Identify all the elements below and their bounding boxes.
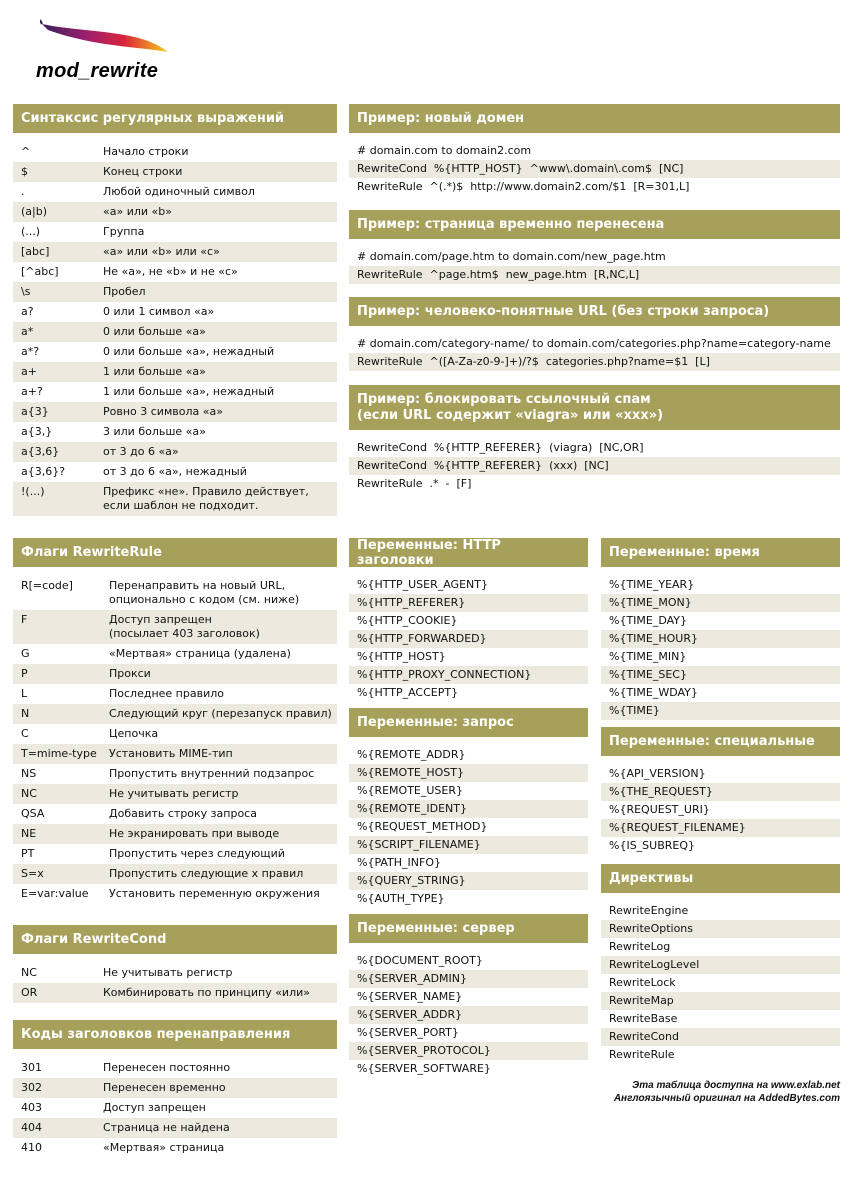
code-line: RewriteCond %{HTTP_REFERER} (viagra) [NC,OR] [357,441,644,454]
row-key: . [21,185,25,198]
vars-request-panel [349,708,588,908]
row-description: Перенесен временно [103,1081,226,1094]
example-friendly-panel [349,297,840,371]
code-line: %{TIME_YEAR} [609,578,695,591]
row-key: (...) [21,225,41,238]
row-description: Не «a», не «b» и не «c» [103,265,238,278]
table-row [13,322,337,342]
row-key: N [21,707,30,720]
code-line: %{TIME_SEC} [601,666,840,684]
row-key: F [21,613,28,626]
code-line: %{REQUEST_FILENAME} [601,819,840,837]
row-description: от 3 до 6 «a» [103,445,179,458]
table-row [13,142,337,162]
row-key: a*? [21,345,40,358]
table-row [13,362,337,382]
table-row [13,1098,337,1118]
table-row [13,422,337,442]
flags-cond-title: Флаги RewriteCond [13,925,337,954]
table-row [13,610,337,644]
code-line: RewriteLog [609,940,671,953]
row-description: Пропустить через следующий [109,847,285,860]
code-line: RewriteMap [601,992,840,1010]
example-domain-panel [349,104,840,196]
code-line: %{THE_REQUEST} [601,783,840,801]
example-spam-code [349,439,840,493]
code-line: # domain.com/page.htm to domain.com/new_page.htm [357,250,666,263]
row-key: ^ [21,145,31,158]
row-key: a* [21,325,34,338]
row-key: a{3,6}? [21,465,66,478]
directives-title: Директивы [601,864,840,893]
row-description: Страница не найдена [103,1121,230,1134]
vars-server-panel [349,914,588,1078]
code-line: %{QUERY_STRING} [349,872,588,890]
row-description: «a» или «b» [103,205,172,218]
code-line: %{REMOTE_IDENT} [349,800,588,818]
row-key: QSA [21,807,45,820]
table-row [13,342,337,362]
table-row [13,644,337,664]
code-line: %{IS_SUBREQ} [609,839,696,852]
table-row [13,724,337,744]
code-line: %{SERVER_ADMIN} [349,970,588,988]
code-line: %{SERVER_NAME} [357,990,463,1003]
code-line: RewriteOptions [601,920,840,938]
row-key: 302 [21,1081,42,1094]
code-line: %{HTTP_FORWARDED} [349,630,588,648]
code-line: %{HTTP_USER_AGENT} [357,578,488,591]
code-line: %{TIME_MIN} [609,650,687,663]
row-description: Не учитывать регистр [109,787,239,800]
row-key: 410 [21,1141,42,1154]
code-line: %{TIME_HOUR} [601,630,840,648]
row-key: T=mime-type [21,747,97,760]
code-line: %{TIME_WDAY} [609,686,698,699]
code-line: RewriteRule [609,1048,675,1061]
regex-list [13,142,337,516]
row-description: 1 или больше «a», нежадный [103,385,275,398]
footer-line2: Англоязычный оригинал на AddedBytes.com [613,1093,840,1104]
logo [36,14,236,86]
code-line: RewriteCond [601,1028,840,1046]
row-description: «Мертвая» страница (удалена) [109,647,291,660]
code-line: RewriteRule .* - [F] [357,477,472,490]
table-row [13,684,337,704]
code-line: %{PATH_INFO} [357,856,441,869]
codes-title: Коды заголовков перенаправления [13,1020,337,1049]
code-line: RewriteLogLevel [601,956,840,974]
row-description: «Мертвая» страница [103,1141,225,1154]
row-description: Перенаправить на новый URL, опционально с кодом (см. ниже) [109,579,300,606]
row-key: a{3,6} [21,445,60,458]
row-key: S=x [21,867,44,880]
code-line: # domain.com/category-name/ to domain.com/categories.php?name=category-name [357,337,831,350]
table-row [13,1058,337,1078]
row-key: \s [21,285,31,298]
vars-request-list [349,746,588,908]
table-row [13,844,337,864]
table-row [13,182,337,202]
code-line: RewriteBase [609,1012,678,1025]
row-description: Добавить строку запроса [109,807,257,820]
vars-special-title: Переменные: специальные [601,727,840,756]
row-description: Группа [103,225,145,238]
row-key: NC [21,966,37,979]
code-line: RewriteCond %{HTTP_REFERER} (xxx) [NC] [349,457,840,475]
directives-list [601,902,840,1064]
vars-http-list [349,576,588,702]
code-line: %{TIME_MON} [601,594,840,612]
example-spam-title-line1: Пример: блокировать ссылочный спам [357,391,651,407]
code-line: RewriteEngine [609,904,689,917]
flags-cond-list [13,963,337,1003]
code-line: %{SERVER_SOFTWARE} [357,1062,491,1075]
table-row [13,202,337,222]
row-key: 404 [21,1121,42,1134]
code-line: %{REMOTE_HOST} [349,764,588,782]
table-row [13,282,337,302]
code-line: %{API_VERSION} [609,767,706,780]
code-line: %{HTTP_PROXY_CONNECTION} [349,666,588,684]
table-row [13,576,337,610]
row-description: 0 или больше «a», нежадный [103,345,275,358]
table-row [13,462,337,482]
example-domain-code [349,142,840,196]
row-description: Установить MIME-тип [109,747,233,760]
row-key: E=var:value [21,887,89,900]
regex-title: Синтаксис регулярных выражений [13,104,337,133]
vars-time-title: Переменные: время [601,538,840,567]
row-key: NC [21,787,37,800]
regex-panel [13,104,337,516]
vars-request-title: Переменные: запрос [349,708,588,737]
row-key: $ [21,165,28,178]
vars-http-panel [349,538,588,702]
row-key: NE [21,827,37,840]
table-row [13,764,337,784]
code-line: %{DOCUMENT_ROOT} [357,954,483,967]
codes-panel [13,1020,337,1158]
row-description: Пробел [103,285,146,298]
code-line: # domain.com to domain2.com [357,144,532,157]
vars-server-list [349,952,588,1078]
table-row [13,963,337,983]
row-description: Доступ запрещен (посылает 403 заголовок) [109,613,260,640]
code-line: %{REMOTE_ADDR} [357,748,466,761]
row-key: L [21,687,28,700]
vars-http-title: Переменные: HTTP заголовки [349,538,588,567]
row-description: Следующий круг (перезапуск правил) [109,707,332,720]
row-description: Установить переменную окружения [109,887,320,900]
example-spam-panel [349,385,840,493]
row-description: Не учитывать регистр [103,966,233,979]
row-description: Перенесен постоянно [103,1061,231,1074]
row-description: 0 или больше «a» [103,325,206,338]
row-description: Не экранировать при выводе [109,827,280,840]
flags-rule-panel [13,538,337,904]
table-row [13,704,337,724]
table-row [13,784,337,804]
table-row [13,1078,337,1098]
table-row [13,302,337,322]
example-moved-code [349,248,840,284]
row-description: 1 или больше «a» [103,365,206,378]
vars-special-list [601,765,840,855]
app-title: mod_rewrite [36,60,159,82]
apache-feather-icon [40,16,170,60]
vars-time-list [601,576,840,720]
row-key: [abc] [21,245,50,258]
example-spam-title-line2: (если URL содержит «viagra» или «xxx») [357,407,664,423]
table-row [13,824,337,844]
example-moved-title: Пример: страница временно перенесена [349,210,840,239]
row-key: OR [21,986,38,999]
row-key: P [21,667,28,680]
example-friendly-title: Пример: человеко-понятные URL (без строки запроса) [349,297,840,326]
vars-server-title: Переменные: сервер [349,914,588,943]
row-description: 0 или 1 символ «a» [103,305,215,318]
table-row [13,804,337,824]
code-line: %{HTTP_REFERER} [349,594,588,612]
row-key: 301 [21,1061,42,1074]
row-description: Комбинировать по принципу «или» [103,986,310,999]
example-moved-panel [349,210,840,284]
row-description: от 3 до 6 «a», нежадный [103,465,247,478]
row-key: C [21,727,29,740]
row-description: «a» или «b» или «c» [103,245,220,258]
code-line: RewriteCond %{HTTP_HOST} ^www\.domain\.com$ [NC] [349,160,840,178]
footer-line1: Эта таблица доступна на www.exlab.net [632,1080,840,1091]
row-key: a? [21,305,34,318]
vars-special-panel [601,727,840,855]
table-row [13,664,337,684]
row-key: (a|b) [21,205,48,218]
table-row [13,242,337,262]
row-key: a{3} [21,405,49,418]
row-key: a+ [21,365,37,378]
row-description: Любой одиночный символ [103,185,255,198]
table-row [13,744,337,764]
row-description: Прокси [109,667,151,680]
code-line: %{HTTP_ACCEPT} [357,686,459,699]
row-description: Последнее правило [109,687,224,700]
row-key: NS [21,767,37,780]
code-line: %{AUTH_TYPE} [357,892,445,905]
table-row [13,1138,337,1158]
table-row [13,162,337,182]
code-line: %{REQUEST_METHOD} [357,820,488,833]
flags-cond-panel [13,925,337,1003]
table-row [13,382,337,402]
code-line: %{SERVER_ADDR} [349,1006,588,1024]
code-line: %{TIME} [601,702,840,720]
row-description: 3 или больше «a» [103,425,206,438]
flags-rule-title: Флаги RewriteRule [13,538,337,567]
flags-rule-list [13,576,337,904]
row-key: a{3,} [21,425,53,438]
row-description: Префикс «не». Правило действует, если шаблон не подходит. [103,485,309,512]
row-key: a+? [21,385,43,398]
row-key: !(...) [21,485,45,498]
code-line: RewriteRule ^(.*)$ http://www.domain2.com/$1 [R=301,L] [357,180,690,193]
row-key: G [21,647,30,660]
row-description: Доступ запрещен [103,1101,206,1114]
row-description: Начало строки [103,145,189,158]
table-row [13,983,337,1003]
row-key: 403 [21,1101,42,1114]
code-line: RewriteLock [609,976,676,989]
code-line: %{HTTP_COOKIE} [357,614,458,627]
row-description: Пропустить следующие x правил [109,867,304,880]
table-row [13,222,337,242]
code-line: %{REMOTE_USER} [357,784,463,797]
directives-panel [601,864,840,1064]
example-domain-title: Пример: новый домен [349,104,840,133]
row-description: Ровно 3 символа «a» [103,405,223,418]
code-line: %{SCRIPT_FILENAME} [349,836,588,854]
table-row [13,864,337,884]
vars-time-panel [601,538,840,720]
code-line: %{HTTP_HOST} [357,650,446,663]
table-row [13,262,337,282]
row-key: R[=code] [21,579,73,592]
codes-list [13,1058,337,1158]
table-row [13,402,337,422]
row-key: PT [21,847,35,860]
table-row [13,442,337,462]
row-description: Конец строки [103,165,183,178]
code-line: %{SERVER_PORT} [357,1026,459,1039]
code-line: %{REQUEST_URI} [609,803,710,816]
row-key: [^abc] [21,265,59,278]
example-spam-title [349,385,840,430]
table-row [13,482,337,516]
code-line: RewriteRule ^page.htm$ new_page.htm [R,NC,L] [349,266,840,284]
row-description: Цепочка [109,727,159,740]
table-row [13,1118,337,1138]
table-row [13,884,337,904]
code-line: %{SERVER_PROTOCOL} [349,1042,588,1060]
row-description: Пропустить внутренний подзапрос [109,767,315,780]
example-friendly-code [349,335,840,371]
code-line: %{TIME_DAY} [609,614,688,627]
code-line: RewriteRule ^([A-Za-z0-9-]+)/?$ categories.php?name=$1 [L] [349,353,840,371]
footer-note [560,1079,840,1105]
